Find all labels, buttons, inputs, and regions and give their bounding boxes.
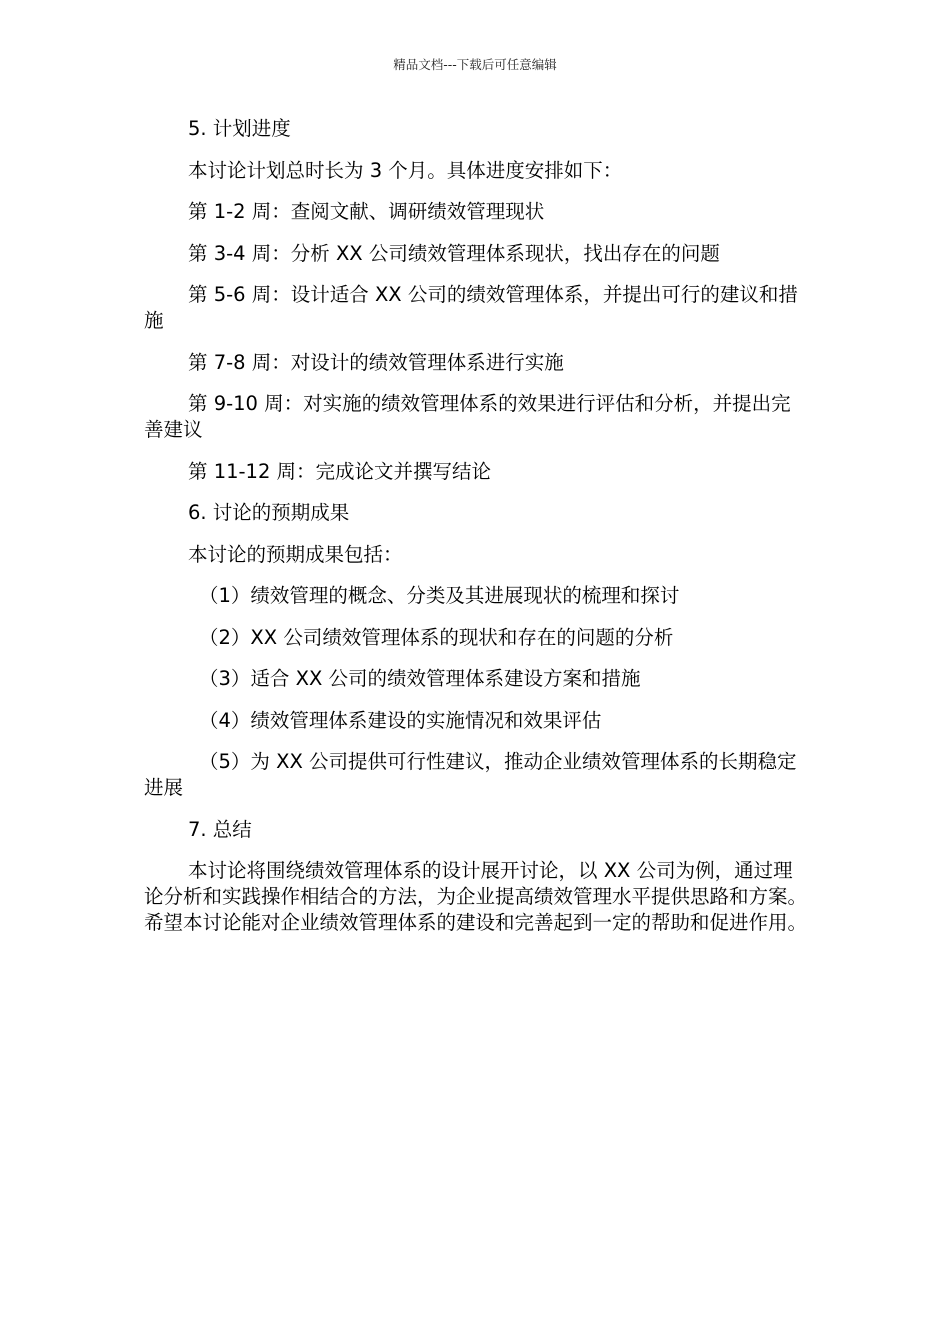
schedule-item: 第 9-10 周：对实施的绩效管理体系的效果进行评估和分析，并提出完善建议: [144, 392, 791, 441]
result-item: （1）绩效管理的概念、分类及其进展现状的梳理和探讨: [199, 584, 680, 607]
page-header: 精品文档---下载后可任意编辑: [393, 57, 557, 72]
schedule-item: 第 1-2 周：查阅文献、调研绩效管理现状: [188, 200, 545, 223]
summary-paragraph: 本讨论将围绕绩效管理体系的设计展开讨论，以 XX 公司为例，通过理论分析和实践操作相结合的方法，为企业提高绩效管理水平提供思路和方案。希望本讨论能对企业绩效管理体系的建设和完善起到一定的帮助和促进作用。: [144, 859, 808, 934]
schedule-item: 第 11-12 周：完成论文并撰写结论: [188, 459, 492, 483]
section-heading-expected-results: 6. 讨论的预期成果: [188, 501, 350, 524]
schedule-item: 第 7-8 周：对设计的绩效管理体系进行实施: [188, 350, 564, 374]
result-item: （3）适合 XX 公司的绩效管理体系建设方案和措施: [199, 667, 641, 690]
result-item: （2）XX 公司绩效管理体系的现状和存在的问题的分析: [199, 625, 674, 649]
paragraph: 本讨论的预期成果包括：: [188, 542, 403, 566]
section-heading-schedule: 5. 计划进度: [188, 117, 291, 140]
schedule-item: 第 3-4 周：分析 XX 公司绩效管理体系现状，找出存在的问题: [188, 241, 720, 265]
result-item: （5）为 XX 公司提供可行性建议，推动企业绩效管理体系的长期稳定进展: [144, 750, 797, 799]
section-heading-summary: 7. 总结: [188, 817, 252, 841]
schedule-item: 第 5-6 周：设计适合 XX 公司的绩效管理体系，并提出可行的建议和措施: [144, 283, 798, 332]
result-item: （4）绩效管理体系建设的实施情况和效果评估: [199, 708, 602, 732]
paragraph: 本讨论计划总时长为 3 个月。具体进度安排如下：: [188, 158, 623, 182]
document-body: [144, 116, 810, 952]
